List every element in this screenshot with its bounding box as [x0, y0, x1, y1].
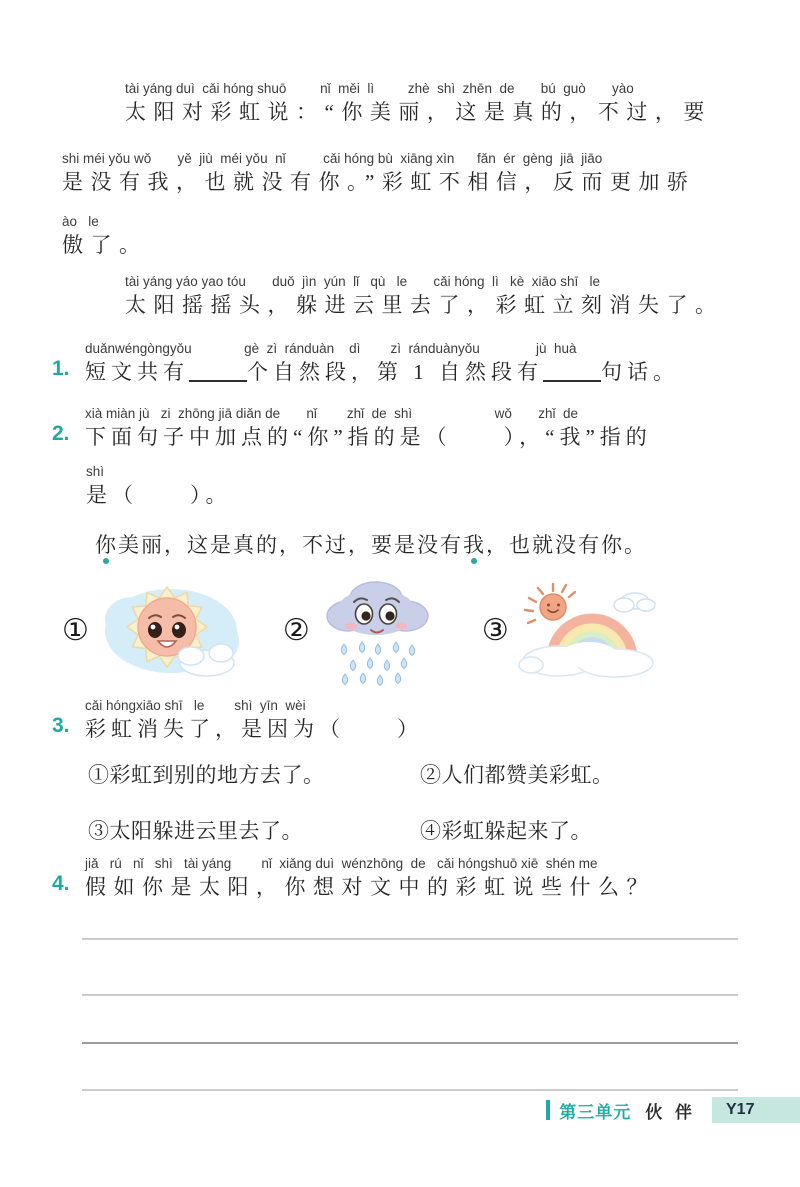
hanzi-line: 假如你是太阳，你想对文中的彩虹说些什么？ — [85, 875, 655, 899]
emphasized-character: 你 — [95, 533, 118, 557]
pinyin-line: xià miàn jù zi zhōng jiā diǎn de nǐ zhǐ de shì wǒ zhǐ de — [85, 406, 578, 421]
question-1-body — [85, 340, 679, 388]
pinyin-line: shi méi yǒu wǒ yě jiù méi yǒu nǐ cǎi hóng bù xiāng xìn fǎn ér gèng jiā jiāo — [62, 151, 603, 166]
rainbow-icon — [517, 581, 663, 679]
circled-number-3: ③ — [481, 613, 509, 647]
pinyin-line: tài yáng duì cǎi hóng shuō nǐ měi lì zhè shì zhēn de bú guò yào — [125, 81, 634, 96]
footer-topic-label: 伙 伴 — [645, 1102, 696, 1122]
pinyin-line: jiǎ rú nǐ shì tài yáng nǐ xiǎng duì wénzhōng de cǎi hóngshuō xiē shén me — [85, 856, 598, 871]
circled-number-2: ② — [282, 613, 310, 647]
writing-line — [82, 1042, 738, 1044]
answer-blank — [543, 380, 601, 382]
question-2 — [52, 405, 762, 453]
writing-line — [82, 938, 738, 940]
question-4-number: 4. — [52, 872, 70, 895]
picture-option-3 — [482, 581, 663, 679]
hanzi-line: 是（ ）。 — [86, 483, 232, 507]
hanzi-line: 是没有我，也就没有你。”彩虹不相信，反而更加骄 — [62, 170, 696, 194]
option-1: ①彩虹到别的地方去了。 — [88, 763, 325, 787]
question-1-number: 1. — [52, 357, 70, 380]
rain-cloud-icon — [318, 574, 446, 686]
hanzi-line: 下面句子中加点的“你”指的是（ ），“我”指的 — [85, 425, 652, 449]
pinyin-line: ào le — [62, 214, 99, 229]
picture-option-1 — [62, 579, 247, 681]
text-segment: 个自然段，第 1 自然段有 — [247, 360, 543, 384]
answer-blank — [189, 380, 247, 382]
emphasized-character: 我 — [463, 533, 486, 557]
question-3-number: 3. — [52, 714, 70, 737]
hanzi-line: 太阳摇摇头，躲进云里去了，彩虹立刻消失了。 — [125, 293, 724, 317]
question-2-quoted-sentence — [95, 530, 735, 561]
sun-icon — [97, 579, 247, 681]
text-segment: 短文共有 — [85, 360, 189, 384]
question-1 — [52, 340, 762, 388]
hanzi-line — [85, 357, 679, 388]
picture-option-2 — [283, 574, 446, 686]
passage-paragraph-1-line-2 — [62, 150, 762, 198]
passage-paragraph-2 — [62, 273, 762, 321]
question-3-options — [88, 760, 748, 847]
question-4-body — [85, 855, 655, 903]
hanzi-line: 傲了。 — [62, 233, 148, 257]
pinyin-line: shì — [86, 464, 105, 479]
hanzi-line: 彩虹消失了，是因为（ ） — [85, 717, 423, 741]
question-2-body — [85, 405, 652, 453]
writing-line — [82, 1089, 738, 1091]
option-3: ③太阳躲进云里去了。 — [88, 819, 303, 843]
pinyin-line: cǎi hóngxiāo shī le shì yīn wèi — [85, 698, 306, 713]
hanzi-line — [95, 530, 735, 561]
footer-unit-label: 第三单元 — [559, 1102, 632, 1122]
question-3 — [52, 697, 762, 745]
picture-options — [62, 574, 752, 686]
option-4: ④彩虹躲起来了。 — [420, 819, 592, 843]
question-3-body — [85, 697, 423, 745]
hanzi-line: 太阳对彩虹说：“你美丽，这是真的，不过，要 — [125, 100, 712, 124]
footer-accent-bar — [546, 1100, 550, 1120]
page-footer — [0, 1097, 800, 1123]
passage-paragraph-1-line-3 — [62, 213, 762, 261]
footer-page-badge: Y17 — [712, 1097, 800, 1123]
text-segment: ，也就没有你。 — [486, 533, 647, 557]
text-segment: 美丽，这是真的，不过，要是没有 — [118, 533, 463, 557]
writing-line — [82, 994, 738, 996]
circled-number-1: ① — [62, 613, 89, 647]
question-2-line-2 — [86, 463, 686, 511]
option-2: ②人们都赞美彩虹。 — [420, 763, 614, 787]
question-2-number: 2. — [52, 422, 70, 445]
text-segment: 句话。 — [601, 360, 679, 384]
pinyin-line: tài yáng yáo yao tóu duǒ jìn yún lǐ qù le cǎi hóng lì kè xiāo shī le — [125, 274, 601, 289]
pinyin-line: duǎnwéngòngyǒu gè zì ránduàn dì zì ránduànyǒu jù huà — [85, 341, 577, 356]
question-4 — [52, 855, 762, 903]
passage-paragraph-1-line-1 — [62, 80, 762, 128]
